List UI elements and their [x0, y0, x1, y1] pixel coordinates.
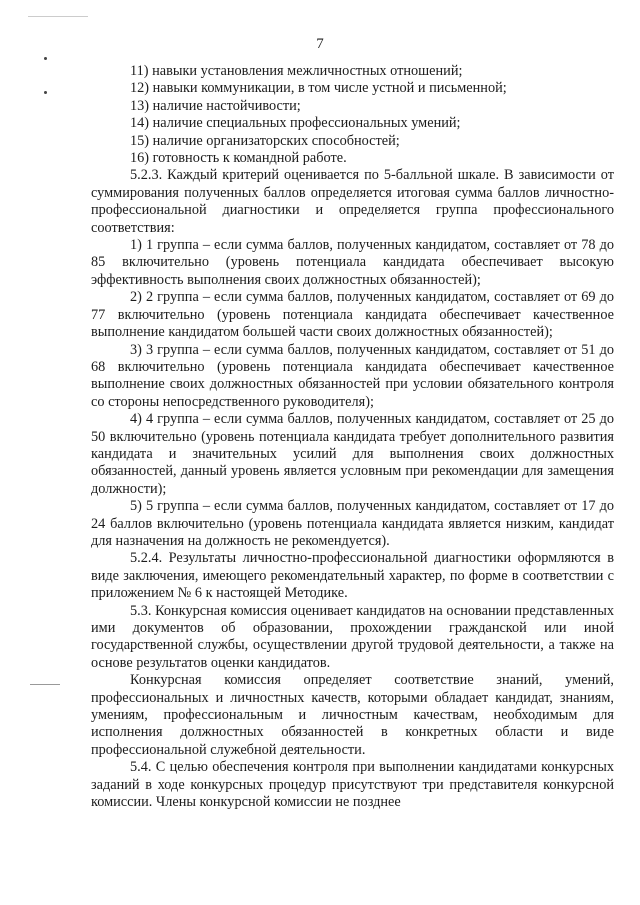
group-4-paragraph: 4) 4 группа – если сумма баллов, полученных кандидатом, составляет от 25 до 50 включительно (уровень потенциала кандидата требует дополнительного развития кандидата и значительных усилий для выполнения своих должностных обязанностей, данный уровень является условным при рекомендации для замещения должности); [91, 411, 614, 497]
list-item: 16) готовность к командной работе. [130, 150, 347, 167]
list-item: 15) наличие организаторских способностей; [130, 132, 400, 149]
group-5-paragraph: 5) 5 группа – если сумма баллов, полученных кандидатом, составляет от 17 до 24 баллов включительно (уровень потенциала кандидата является низким, кандидат для назначения на должность не рекомендуется). [91, 498, 614, 549]
document-body [91, 63, 614, 811]
paragraph-5-3: 5.3. Конкурсная комиссия оценивает кандидатов на основании представленных ими документов об образовании, прохождении гражданской или иной государственной службы, осуществлении другой трудовой деятельности, а также на основе результатов оценки кандидатов. [91, 602, 614, 671]
scan-dot [44, 57, 47, 60]
list-item: 13) наличие настойчивости; [130, 97, 301, 114]
commission-paragraph: Конкурсная комиссия определяет соответствие знаний, умений, профессиональных и личностных качеств, которыми обладает кандидат, знаниям, умениям, профессиональным и личностным качествам, необходимым для исполнения должностных обязанностей в конкретных области и виде профессиональной служебной деятельности. [91, 672, 614, 758]
group-1-paragraph: 1) 1 группа – если сумма баллов, полученных кандидатом, составляет от 78 до 85 включительно (уровень потенциала кандидата обеспечивает высокую эффективность выполнения своих должностных обязанностей); [91, 237, 614, 288]
paragraph-5-2-4: 5.2.4. Результаты личностно-профессиональной диагностики оформляются в виде заключения, имеющего рекомендательный характер, по форме в соответствии с приложением № 6 к настоящей Методике. [91, 550, 614, 602]
paragraph-5-2-3: 5.2.3. Каждый критерий оценивается по 5-балльной шкале. В зависимости от суммирования полученных баллов определяется итоговая сумма баллов личностно-профессиональной диагностики и определяется группа профессионального соответствия: [91, 167, 614, 236]
scan-mark [28, 16, 88, 17]
scan-dot [44, 91, 47, 94]
group-2-paragraph: 2) 2 группа – если сумма баллов, полученных кандидатом, составляет от 69 до 77 включительно (уровень потенциала кандидата обеспечивает качественное выполнение кандидатом большей части своих должностных обязанностей); [91, 289, 614, 341]
list-item: 14) наличие специальных профессиональных умений; [130, 115, 461, 132]
paragraph-5-4: 5.4. С целью обеспечения контроля при выполнении кандидатами конкурсных заданий в ходе конкурсных процедур присутствуют три представителя конкурсной комиссии. Члены конкурсной комиссии не позднее [91, 759, 614, 811]
list-item: 11) навыки установления межличностных отношений; [130, 63, 463, 79]
page-number: 7 [316, 36, 324, 52]
list-item: 12) навыки коммуникации, в том числе устной и письменной; [130, 80, 507, 97]
scan-mark [30, 684, 60, 685]
group-3-paragraph: 3) 3 группа – если сумма баллов, полученных кандидатом, составляет от 51 до 68 включительно (уровень потенциала кандидата обеспечивает качественное выполнение своих должностных обязанностей при условии обязательного контроля со стороны непосредственного руководителя); [91, 341, 614, 410]
